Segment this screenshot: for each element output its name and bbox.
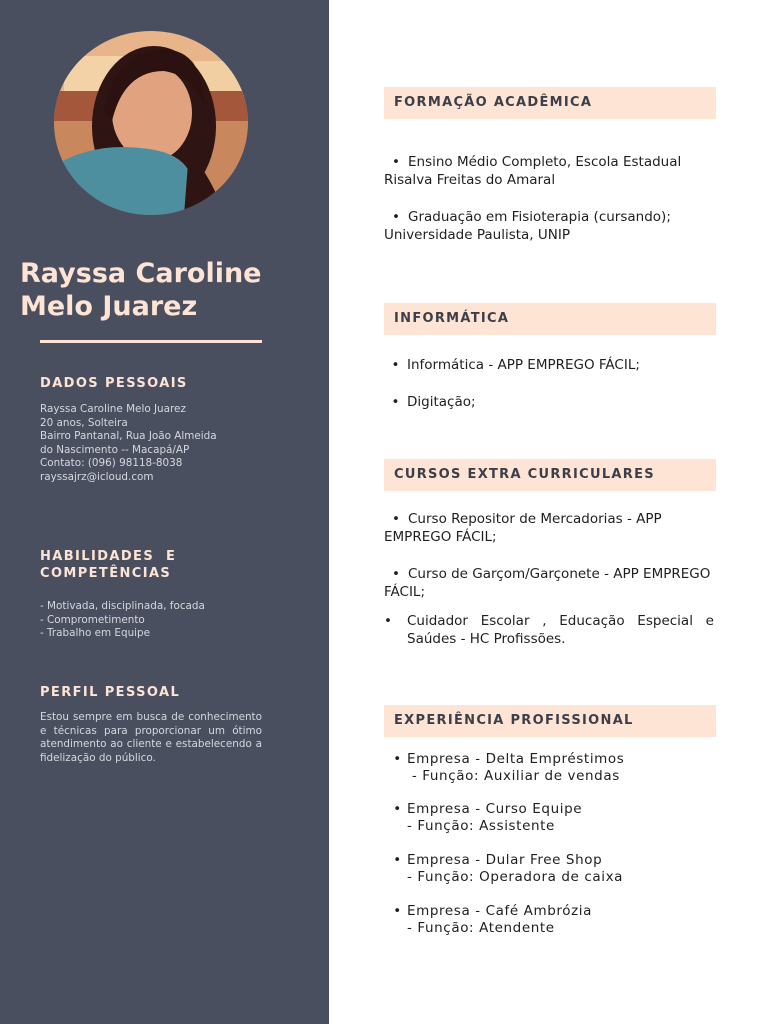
bullet-icon: • xyxy=(392,511,400,527)
curso-item xyxy=(384,510,714,546)
informatica-item xyxy=(384,356,714,374)
informatica-item-text: Digitação; xyxy=(407,394,476,410)
bullet-icon: • xyxy=(393,852,402,868)
formacao-heading: FORMAÇÃO ACADÊMICA xyxy=(384,87,716,119)
informatica-item-text: Informática - APP EMPREGO FÁCIL; xyxy=(407,357,640,373)
bullet-icon: • xyxy=(392,566,400,582)
experiencia-funcao: - Função: Atendente xyxy=(407,920,555,936)
formacao-item xyxy=(384,208,714,244)
curso-item xyxy=(384,612,714,648)
dados-line: Bairro Pantanal, Rua João Almeida xyxy=(40,430,217,442)
experiencia-empresa: Empresa - Delta Empréstimos xyxy=(407,751,625,767)
bullet-icon: • xyxy=(384,613,392,629)
bullet-icon: • xyxy=(393,903,402,919)
formacao-item-text: Graduação em Fisioterapia (cursando); Universidade Paulista, UNIP xyxy=(384,209,671,243)
experiencia-funcao: - Função: Auxiliar de vendas xyxy=(407,768,620,784)
bullet-icon: • xyxy=(391,394,400,410)
habilidade-line: - Motivada, disciplinada, focada xyxy=(40,600,205,612)
profile-name: Rayssa Caroline Melo Juarez xyxy=(20,258,262,322)
dados-line: do Nascimento -- Macapá/AP xyxy=(40,443,190,456)
experiencia-funcao: - Função: Operadora de caixa xyxy=(407,869,624,885)
experiencia-empresa: Empresa - Curso Equipe xyxy=(407,801,583,817)
formacao-item-text: Ensino Médio Completo, Escola Estadual Risalva Freitas do Amaral xyxy=(384,154,682,188)
informatica-item xyxy=(384,393,714,411)
experiencia-empresa: Empresa - Dular Free Shop xyxy=(407,852,603,868)
habilidade-line: - Comprometimento xyxy=(40,613,145,626)
curso-item-text: Curso de Garçom/Garçonete - APP EMPREGO FÁCIL; xyxy=(384,566,711,600)
dados-line: Contato: (096) 98118-8038 xyxy=(40,457,183,469)
habilidade-line: - Trabalho em Equipe xyxy=(40,627,151,639)
dados-pessoais-heading: DADOS PESSOAIS xyxy=(40,376,188,391)
bullet-icon: • xyxy=(393,751,402,767)
curso-item-text: Curso Repositor de Mercadorias - APP EMPREGO FÁCIL; xyxy=(384,511,662,545)
bullet-icon: • xyxy=(392,154,400,170)
curso-item xyxy=(384,565,714,601)
perfil-pessoal-text: Estou sempre em busca de conhecimento e técnicas para proporcionar um ótimo atendimento ao cliente e estabelecendo a fidelização do público. xyxy=(40,711,262,764)
profile-photo xyxy=(54,31,248,215)
experiencia-item xyxy=(388,852,718,886)
experiencia-funcao: - Função: Assistente xyxy=(407,818,555,834)
perfil-pessoal-heading: PERFIL PESSOAL xyxy=(40,685,181,700)
cursos-heading: CURSOS EXTRA CURRICULARES xyxy=(384,459,716,491)
dados-pessoais-text xyxy=(40,403,262,484)
sidebar xyxy=(0,0,329,1024)
formacao-item xyxy=(384,153,714,189)
experiencia-heading: EXPERIÊNCIA PROFISSIONAL xyxy=(384,705,716,737)
name-divider xyxy=(40,340,262,343)
bullet-icon: • xyxy=(391,357,400,373)
bullet-icon: • xyxy=(392,209,400,225)
experiencia-item xyxy=(388,751,718,785)
curso-item-text: Cuidador Escolar , Educação Especial e Saúdes - HC Profissões. xyxy=(407,613,714,647)
experiencia-item xyxy=(388,903,718,937)
experiencia-empresa: Empresa - Café Ambrózia xyxy=(407,903,592,919)
dados-line: 20 anos, Solteira xyxy=(40,416,128,429)
informatica-heading: INFORMÁTICA xyxy=(384,303,716,335)
dados-line: Rayssa Caroline Melo Juarez xyxy=(40,403,186,415)
bullet-icon: • xyxy=(393,801,402,817)
experiencia-item xyxy=(388,801,718,835)
habilidades-text xyxy=(40,600,262,641)
dados-line: rayssajrz@icloud.com xyxy=(40,470,154,483)
habilidades-heading: HABILIDADES E COMPETÊNCIAS xyxy=(40,549,177,581)
